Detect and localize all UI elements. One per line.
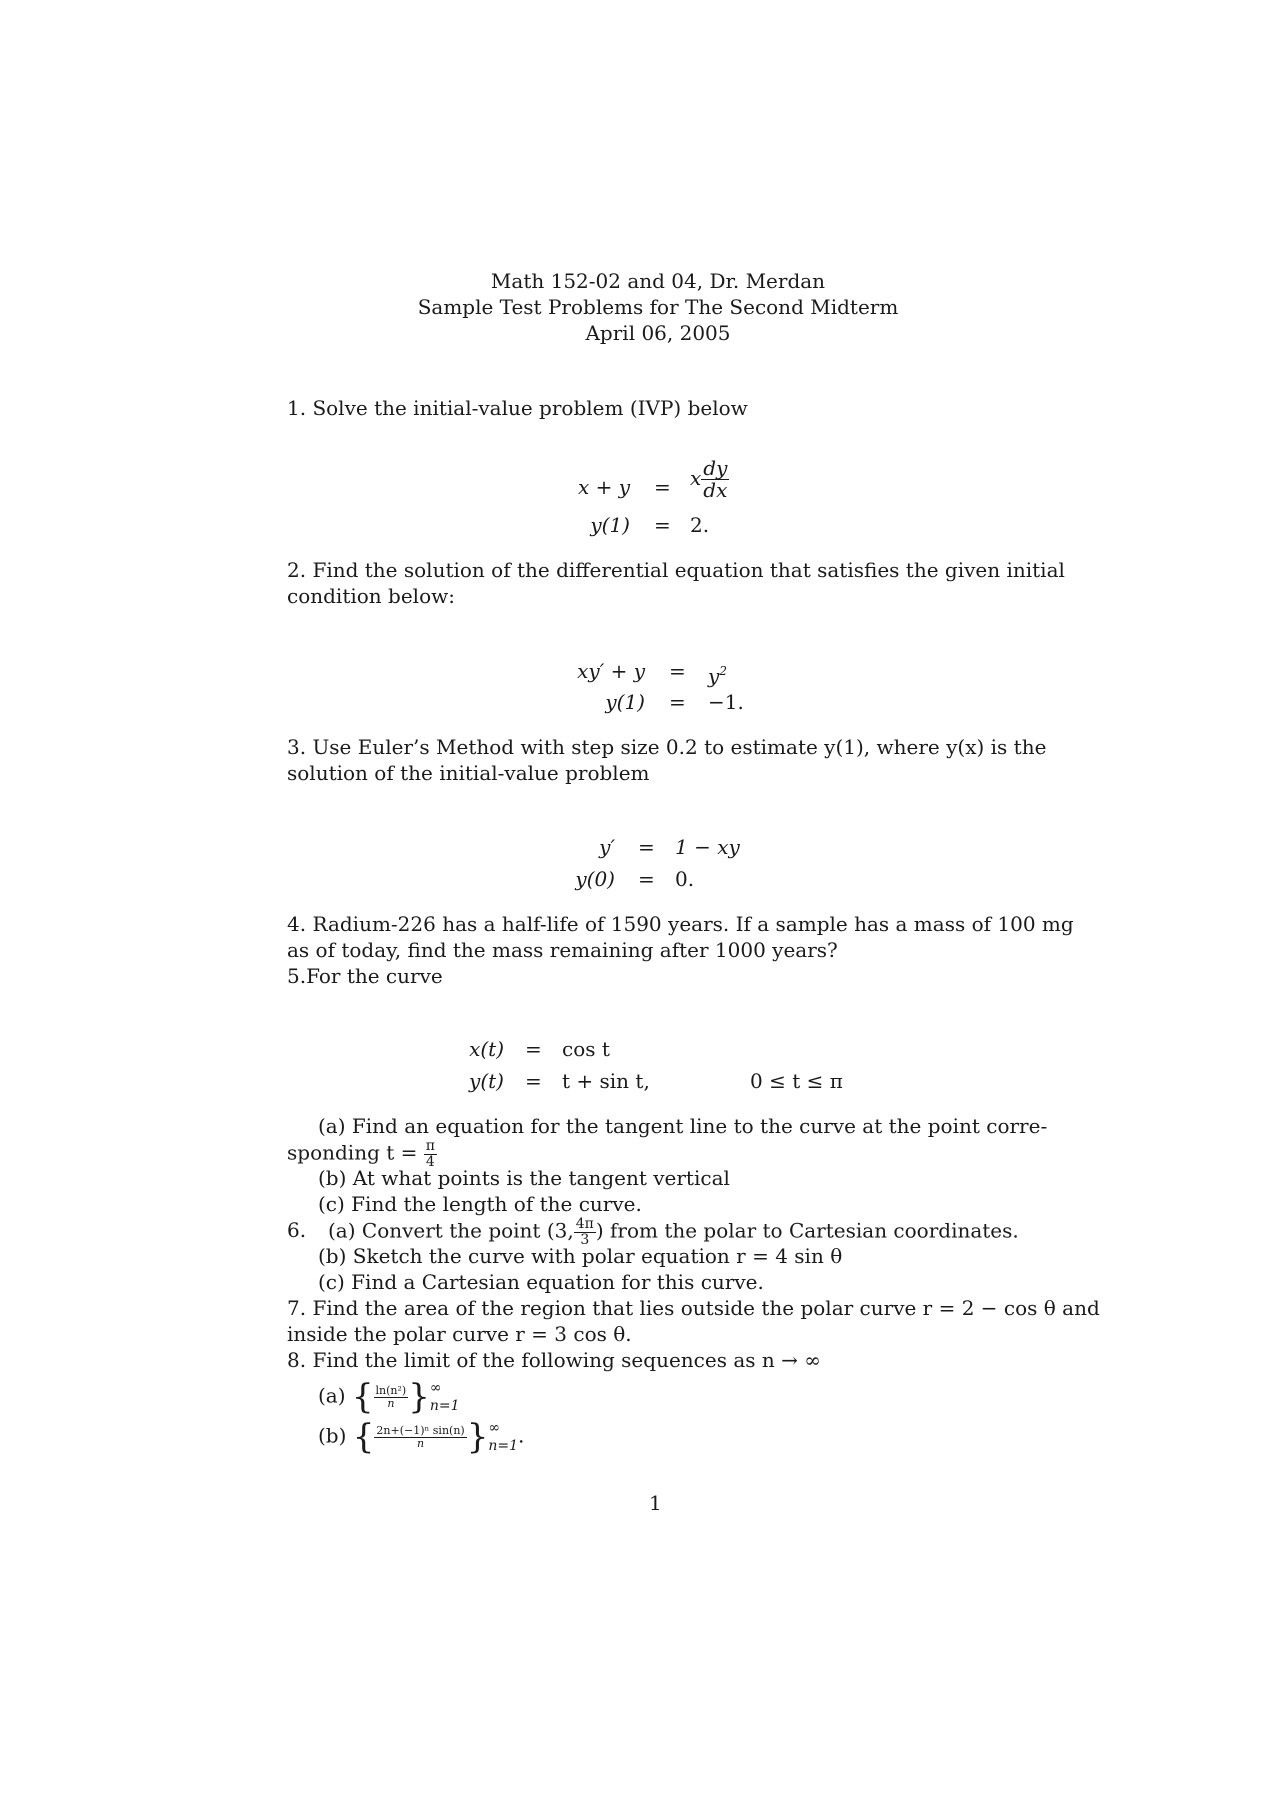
p3-eq1-lhs: y′ [599, 835, 615, 859]
p2-eq2-lhs: y(1) [605, 690, 645, 714]
problem-7-line1: 7. Find the area of the region that lies outside the polar curve r = 2 − cos θ and [287, 1296, 1100, 1320]
p8-b-limits [488, 1419, 518, 1455]
p2-eq1-rhs [708, 658, 727, 689]
p5-part-a-text: sponding t = [287, 1140, 418, 1165]
p8-b-left-brace: { [352, 1417, 375, 1457]
problem-3-line2: solution of the initial-value problem [287, 761, 650, 785]
p8-a-sub: n=1 [429, 1398, 460, 1414]
p1-eq1-rhs [690, 458, 729, 501]
p1-eq2-rhs: 2. [690, 513, 710, 537]
p2-eq1-exponent: 2 [719, 664, 727, 678]
problem-5-intro: 5.For the curve [287, 964, 443, 988]
p1-fraction-numerator: dy [703, 456, 728, 480]
p8-part-a-label: (a) [318, 1383, 346, 1408]
problem-6-number: 6. [287, 1218, 307, 1242]
course-title: Math 152-02 and 04, Dr. Merdan [490, 269, 826, 293]
p8-a-sup: ∞ [429, 1380, 442, 1396]
p3-eq2-rhs: 0. [675, 867, 695, 891]
p6-frac-num: 4π [575, 1216, 594, 1232]
document-date: April 06, 2005 [585, 321, 731, 345]
p8-b-right-brace: } [466, 1417, 489, 1457]
p6-part-a-post: ) from the polar to Cartesian coordinates. [595, 1218, 1019, 1243]
p1-eq2-lhs: y(1) [590, 513, 630, 537]
p1-derivative-fraction [701, 458, 729, 501]
p8-part-b [318, 1419, 524, 1455]
p6-part-c: (c) Find a Cartesian equation for this curve. [318, 1270, 764, 1294]
p8-b-den: n [417, 1436, 425, 1450]
p1-eq1-sign: = [654, 475, 671, 499]
problem-4-line1: 4. Radium-226 has a half-life of 1590 years. If a sample has a mass of 100 mg [287, 912, 1074, 936]
p5-eq1-lhs: x(t) [469, 1037, 504, 1061]
p5-eq1-sign: = [525, 1037, 542, 1061]
p8-a-num: ln(n²) [375, 1383, 407, 1397]
problem-3-line1: 3. Use Euler’s Method with step size 0.2 to estimate y(1), where y(x) is the [287, 735, 1047, 759]
p1-eq1-lhs: x + y [577, 475, 630, 499]
p5-eq1-rhs: cos t [562, 1037, 610, 1061]
p8-a-limits [430, 1379, 460, 1415]
p8-b-sup: ∞ [488, 1420, 501, 1436]
p1-eq2-sign: = [654, 513, 671, 537]
p8-a-fraction [374, 1385, 409, 1409]
p6-part-b: (b) Sketch the curve with polar equation r = 4 sin θ [318, 1244, 843, 1268]
p8-b-num: 2n+(−1)ⁿ sin(n) [376, 1423, 465, 1437]
problem-2-line2: condition below: [287, 584, 455, 608]
p2-eq1-lhs: xy′ + y [577, 659, 645, 683]
p8-b-period: . [518, 1423, 525, 1448]
p5-eq2-lhs: y(t) [469, 1069, 504, 1093]
problem-2-line1: 2. Find the solution of the differential equation that satisfies the given initial [287, 558, 1065, 582]
p1-fraction-denominator: dx [703, 478, 728, 502]
p3-eq1-rhs: 1 − xy [675, 835, 740, 859]
p8-part-b-label: (b) [318, 1423, 347, 1448]
p5-eq2-sign: = [525, 1069, 542, 1093]
p8-a-left-brace: { [351, 1377, 374, 1417]
p8-part-a [318, 1379, 460, 1415]
p5-eq2-rhs: t + sin t, [562, 1069, 650, 1093]
p6-frac-den: 3 [580, 1231, 590, 1248]
p8-b-sub: n=1 [488, 1438, 518, 1454]
problem-8-intro: 8. Find the limit of the following sequences as n → ∞ [287, 1348, 821, 1372]
p5-parameter-range: 0 ≤ t ≤ π [750, 1069, 843, 1093]
p8-a-right-brace: } [408, 1377, 430, 1417]
p1-eq1-rhs-x: x [690, 466, 702, 490]
p8-b-fraction [374, 1425, 466, 1449]
p6-part-a-pre: (a) Convert the point (3, [328, 1218, 574, 1243]
p2-eq1-rhs-base: y [708, 664, 720, 688]
page-number: 1 [649, 1491, 662, 1515]
problem-7-line2: inside the polar curve r = 3 cos θ. [287, 1322, 632, 1346]
p3-eq2-sign: = [638, 867, 655, 891]
p2-eq2-rhs: −1. [708, 690, 744, 714]
p3-eq1-sign: = [638, 835, 655, 859]
p2-eq1-sign: = [669, 659, 686, 683]
p5-frac-num: π [425, 1138, 435, 1154]
p5-part-a-line1: (a) Find an equation for the tangent line to the curve at the point corre- [318, 1114, 1048, 1138]
problem-1-text: 1. Solve the initial-value problem (IVP) below [287, 396, 748, 420]
p3-eq2-lhs: y(0) [575, 867, 615, 891]
p5-part-b: (b) At what points is the tangent vertical [318, 1166, 730, 1190]
p5-part-c: (c) Find the length of the curve. [318, 1192, 642, 1216]
document-title: Sample Test Problems for The Second Midterm [417, 295, 899, 319]
p8-a-den: n [387, 1396, 395, 1410]
p5-frac-den: 4 [425, 1153, 435, 1170]
problem-4-line2: as of today, find the mass remaining after 1000 years? [287, 938, 838, 962]
p2-eq2-sign: = [669, 690, 686, 714]
